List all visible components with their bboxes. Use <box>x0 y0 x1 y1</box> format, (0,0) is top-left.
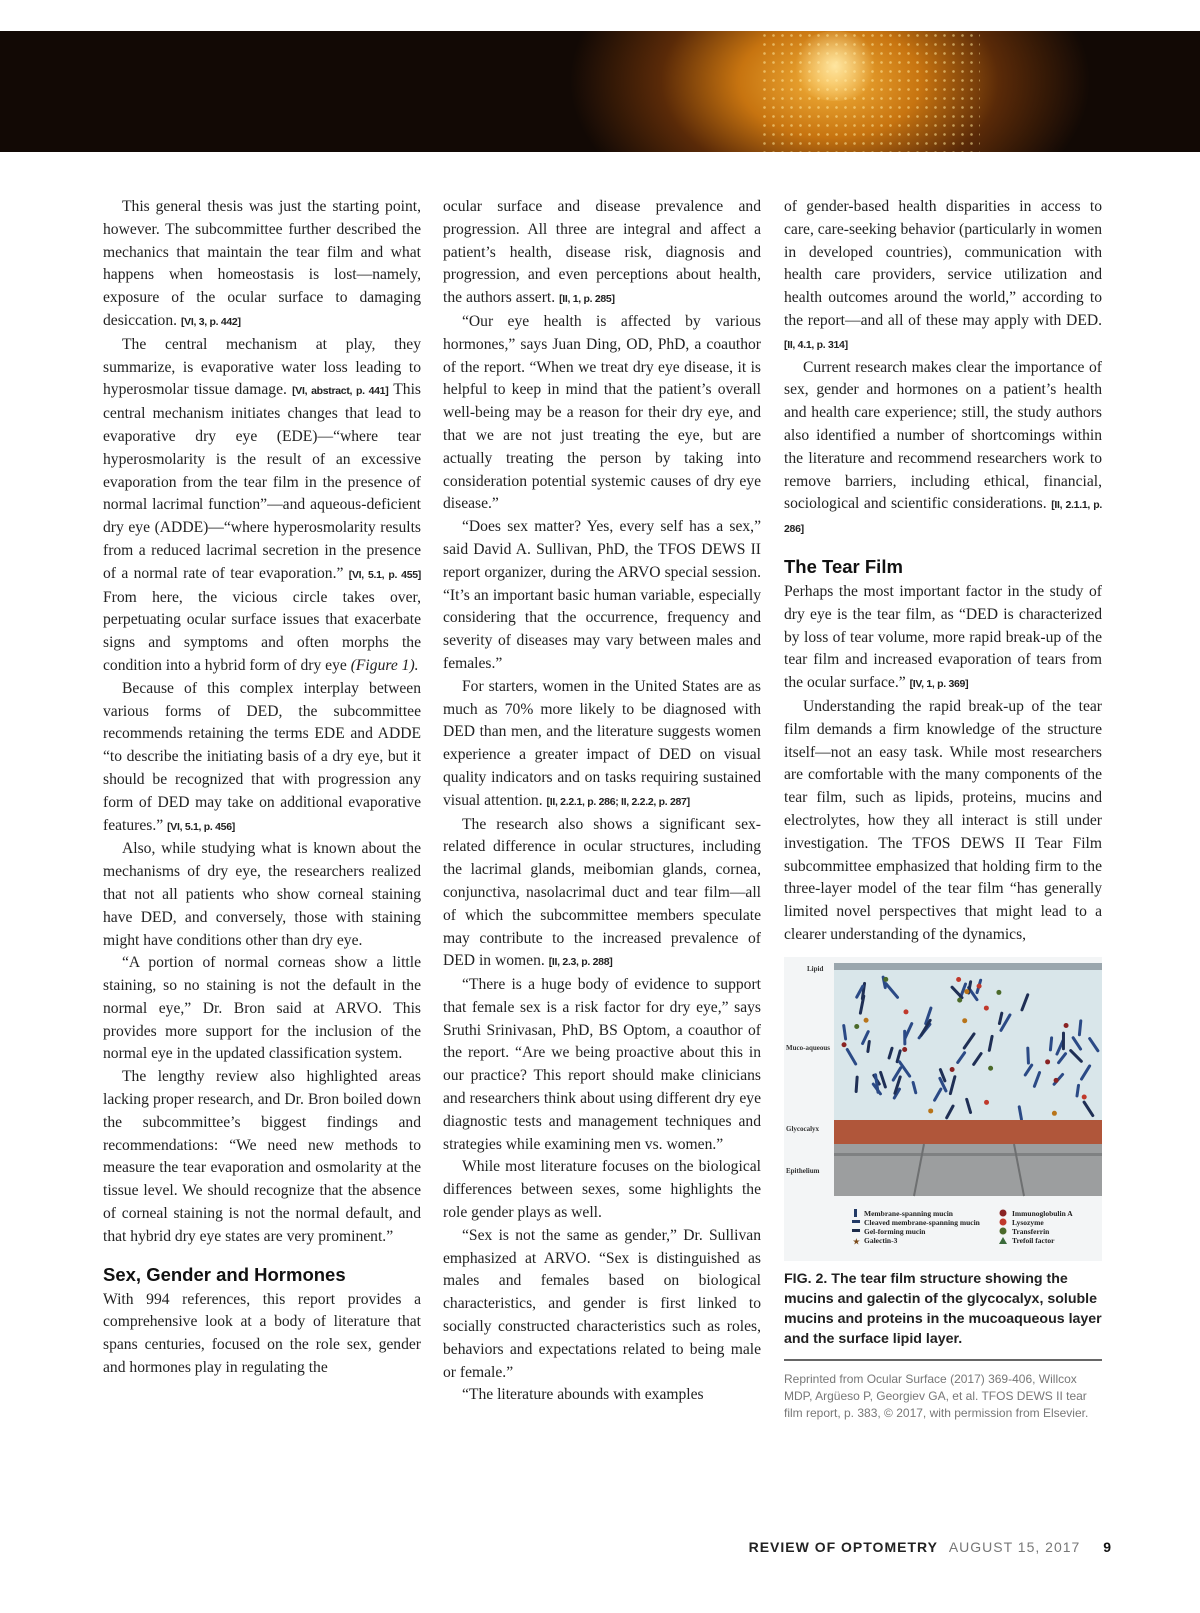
section-heading: The Tear Film <box>784 555 903 577</box>
protein-dot <box>1054 1078 1059 1083</box>
photo-highlight <box>790 31 880 101</box>
layer-label-epithelium: Epithelium <box>786 1166 820 1175</box>
mucin-strand <box>1028 1048 1029 1063</box>
citation-ref: [II, 2.2.1, p. 286; II, 2.2.2, p. 287] <box>546 795 690 808</box>
protein-dot <box>984 1005 989 1010</box>
legend-item: Immunoglobulin A <box>1012 1208 1073 1218</box>
layer-label-glycocalyx: Glycocalyx <box>786 1124 820 1133</box>
figure-credit: Reprinted from Ocular Surface (2017) 369-406, Willcox MDP, Argüeso P, Georgiev GA, et al. TFOS DEWS II tear film report, p. 383, © 2017, with permission from Elsevier. <box>784 1371 1089 1420</box>
paragraph: Also, while studying what is known about the mechanisms of dry eye, the researchers realized that not all patients who show corneal staining have DED, and conversely, those with staining might have conditions other than dry eye. <box>103 840 421 949</box>
citation-ref: [IV, 1, p. 369] <box>909 678 969 691</box>
protein-dot <box>854 1024 859 1029</box>
paragraph: “There is a huge body of evidence to support that female sex is a risk factor for dry eye,” says Sruthi Srinivasan, PhD, BS Optom, a coauthor of the report. “Are we being proactive about this in our practice? This report should make clinicians and researchers think about using different dry eye diagnostic tests and management techniques and strategies while examining men vs. women.” <box>443 976 761 1153</box>
protein-dot <box>1082 1094 1087 1099</box>
protein-dot <box>842 1042 847 1047</box>
legend-lysozyme-icon <box>1000 1218 1007 1225</box>
tear-film-diagram <box>784 957 1102 1261</box>
tear-film-figure <box>784 957 1102 1261</box>
mucin-strand <box>1079 1021 1080 1035</box>
paragraph: ocular surface and disease prevalence and progression. All three are integral and affect a patient’s health, disease risk, diagnosis and progression, and even perceptions about health, the authors assert. [II, 1, p. 285] <box>443 198 761 307</box>
legend-iga-icon <box>1000 1209 1007 1216</box>
paragraph: This general thesis was just the starting point, however. The subcommittee further described the mechanics that maintain the tear film and what happens when homeostasis is lost—namely, exposure of the ocular surface to damaging desiccation. [VI, 3, p. 442] <box>103 198 421 329</box>
paragraph: Current research makes clear the importance of sex, gender and hormones on a patient’s health and health care experience; still, the study authors also identified a number of shortcomings within the literature and recommend researchers work to remove barriers, including ethical, financial, sociological and scientific considerations. [II, 2.1.1, p. 286] <box>784 358 1102 536</box>
paragraph: of gender-based health disparities in access to care, care-seeking behavior (particularly in women in developed countries), communication with health care providers, service utilization and health outcomes around the world,” according to the report—and all of these may apply with DED. [II, 4.1, p. 314] <box>784 198 1102 351</box>
paragraph: “Our eye health is affected by various hormones,” says Juan Ding, OD, PhD, a coauthor of the report. “When we treat dry eye disease, it is helpful to keep in mind that the patient’s overall well-being may be a reason for their dry eye, and that we are not just treating the eye, but are actually treating the person by taking into consideration potential systemic causes of dry eye disease.” <box>443 312 761 513</box>
legend-transferrin-icon <box>1000 1227 1007 1234</box>
layer-label-mucoaqueous: Muco-aqueous <box>786 1043 830 1052</box>
paragraph: The research also shows a significant sex-related difference in ocular structures, including the lacrimal glands, meibomian glands, cornea, conjunctiva, nasolacrimal duct and tear film—all of which the subcommittee members speculate may contribute to the increased prevalence of DED in women. [II, 2.3, p. 288] <box>443 815 761 970</box>
paragraph: Because of this complex interplay between various forms of DED, the subcommittee recommends retaining the terms EDE and ADDE “to describe the initiating basis of a dry eye, but it should be recognized that with progression any form of DED may take on additional evaporative features.” [VI, 5.1, p. 456] <box>103 679 421 834</box>
paragraph: With 994 references, this report provides a comprehensive look at a body of literature that spans centuries, focused on the role sex, gender and hormones play in regulating the <box>103 1290 421 1377</box>
mucin-strand <box>1077 1085 1078 1096</box>
citation-ref: [VI, abstract, p. 441] <box>292 385 389 398</box>
protein-dot <box>964 989 969 994</box>
citation-ref: [VI, 5.1, p. 456] <box>167 820 235 833</box>
protein-dot <box>950 1067 955 1072</box>
protein-dot <box>962 1018 967 1023</box>
protein-dot <box>957 997 962 1002</box>
legend-cleaved-mucin-icon <box>852 1220 860 1223</box>
protein-dot <box>996 990 1001 995</box>
mucin-strand <box>844 1025 846 1038</box>
page-footer <box>749 1539 1112 1555</box>
paragraph: The central mechanism at play, they summarize, is evaporative water loss leading to hyperosmolar tissue damage. [VI, abstract, p. 441] This central mechanism initiates changes that lead to evaporative dry eye (EDE)—“where tear hyperosmolarity is the result of an excessive evaporation from the tear film in the presence of normal lacrimal function”—and aqueous-deficient dry eye (ADDE)—“where hyperosmolarity results from a reduced lacrimal secretion in the presence of a normal rate of tear evaporation.” [VI, 5.1, p. 455] From here, the vicious circle takes over, perpetuating ocular surface issues that exacerbate signs and symptoms and often morphs the condition into a hybrid form of dry eye (Figure 1). <box>103 335 421 674</box>
protein-dot <box>1064 1023 1069 1028</box>
citation-ref: [II, 1, p. 285] <box>559 293 615 306</box>
legend-item: Galectin-3 <box>864 1235 898 1245</box>
legend-gel-mucin-icon <box>852 1229 860 1232</box>
legend-item: Membrane-spanning mucin <box>864 1208 953 1218</box>
text-column-2 <box>443 196 761 1407</box>
citation-ref: [II, 2.3, p. 288] <box>548 956 613 969</box>
legend-item: Trefoil factor <box>1012 1235 1055 1245</box>
legend-galectin-icon: ★ <box>853 1236 860 1246</box>
mucin-strand <box>1050 1038 1051 1050</box>
legend-item: Lysozyme <box>1012 1217 1044 1227</box>
mucin-strand <box>868 1041 869 1051</box>
figure-caption: FIG. 2. The tear film structure showing the mucins and galectin of the glycocalyx, soluble mucins and proteins in the mucoaqueous layer and the surface lipid layer. <box>784 1270 1102 1347</box>
text-column-3 <box>784 196 1102 1422</box>
protein-dot <box>902 1047 907 1052</box>
citation-ref: [II, 2.1.1, p. 286] <box>784 499 1102 536</box>
citation-ref: [VI, 3, p. 442] <box>180 315 241 328</box>
legend-item: Gel-forming mucin <box>864 1226 926 1236</box>
figure-reference: (Figure 1). <box>350 656 419 674</box>
mucin-strand <box>856 1077 857 1091</box>
legend-membrane-mucin-icon <box>854 1209 857 1217</box>
protein-dot <box>928 1108 933 1113</box>
paragraph: For starters, women in the United States are as much as 70% more likely to be diagnosed with DED than men, and the literature suggests women experience a greater impact of DED on visual quality indicators and on tasks requiring sustained visual attention. [II, 2.2.1, p. 286; II, 2.2.2, p. 287] <box>443 677 761 809</box>
protein-dot <box>956 977 961 982</box>
protein-dot <box>977 983 982 988</box>
issue-date: AUGUST 15, 2017 <box>948 1539 1081 1555</box>
legend-item: Cleaved membrane-spanning mucin <box>864 1217 980 1227</box>
paragraph: Perhaps the most important factor in the study of dry eye is the tear film, as “DED is characterized by loss of tear volume, more rapid break-up of the tear film and increased evaporation of tears from the ocular surface.” [IV, 1, p. 369] <box>784 582 1102 692</box>
protein-dot <box>883 977 888 982</box>
paragraph: Understanding the rapid break-up of the tear film demands a firm knowledge of the structure itself—not an easy task. While most researchers are comfortable with the many components of the tear film, such as lipids, proteins, mucins and electrolytes, how they all interact is still under investigation. The TFOS DEWS II Tear Film subcommittee emphasized that holding firm to the three-layer model of the tear film “has generally limited novel perspectives that might lead to a clearer understanding of the dynamics, <box>784 697 1102 943</box>
header-eye-photo <box>0 31 1200 152</box>
protein-dot <box>903 1009 908 1014</box>
protein-dot <box>1052 1111 1057 1116</box>
paragraph: “Sex is not the same as gender,” Dr. Sullivan emphasized at ARVO. “Sex is distinguished as males and females based on biological characteristics, and gender is first linked to socially constructed characteristics such as roles, behaviors and expectations related to being male or female.” <box>443 1226 761 1381</box>
section-heading: Sex, Gender and Hormones <box>103 1263 346 1285</box>
page-number: 9 <box>1103 1539 1112 1555</box>
legend-item: Transferrin <box>1012 1226 1050 1236</box>
magazine-name: REVIEW OF OPTOMETRY <box>748 1539 938 1555</box>
protein-dot <box>988 1065 993 1070</box>
paragraph: While most literature focuses on the biological differences between sexes, some highlights the role gender plays as well. <box>443 1158 761 1222</box>
caption-divider <box>784 1359 1102 1361</box>
citation-ref: [VI, 5.1, p. 455] <box>348 568 421 581</box>
paragraph: “The literature abounds with examples <box>462 1386 704 1404</box>
protein-dot <box>1045 1059 1050 1064</box>
paragraph: “Does sex matter? Yes, every self has a sex,” said David A. Sullivan, PhD, the TFOS DEWS II report organizer, during the ARVO special session. “It’s an important basic human variable, especially considering that the occurrence, frequency and severity of diseases may vary between males and females.” <box>443 518 761 672</box>
protein-dot <box>864 1017 869 1022</box>
citation-ref: [II, 4.1, p. 314] <box>784 338 848 351</box>
paragraph: “A portion of normal corneas show a little staining, so no staining is not the default in the normal eye,” Dr. Bron said at ARVO. This provides more support for the inclusion of the normal eye in the updated classification system. <box>103 954 421 1063</box>
protein-dot <box>984 1100 989 1105</box>
layer-label-lipid: Lipid <box>807 964 824 973</box>
paragraph: The lengthy review also highlighted areas lacking proper research, and Dr. Bron boiled down the subcommittee’s biggest findings and recommendations: “We need new methods to measure the tear evaporation and osmolarity at the tissue level. We should recognize that the absence of corneal staining is not the normal default, and that hybrid dry eye states are very prominent.” <box>103 1068 421 1245</box>
text-column-1 <box>103 196 421 1380</box>
